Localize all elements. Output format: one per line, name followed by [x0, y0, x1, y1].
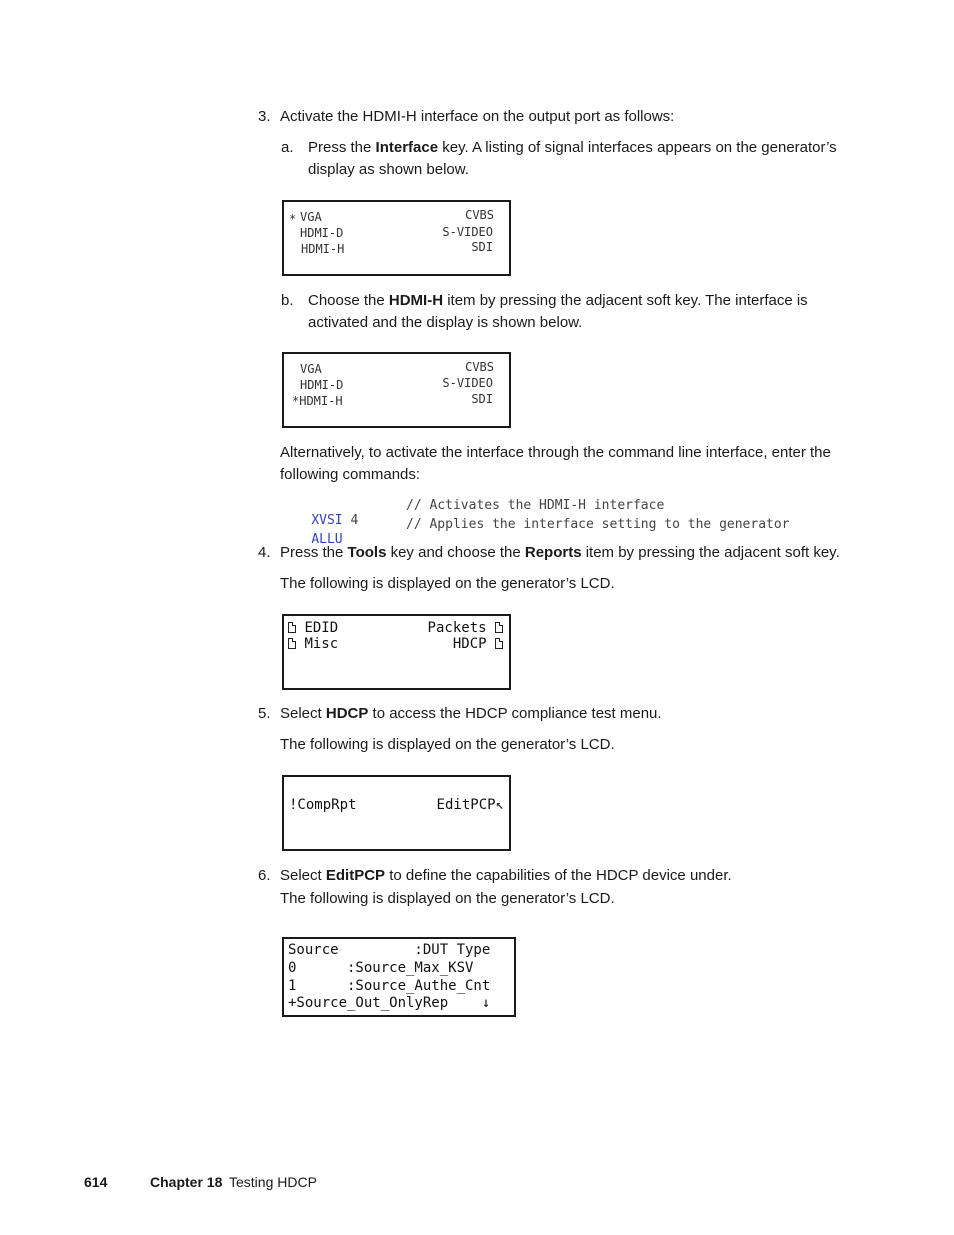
interface-key-label: Interface	[375, 139, 439, 156]
hdmi-h-label: HDMI-H	[388, 292, 444, 309]
text-fragment: following commands:	[280, 466, 421, 483]
hdcp-label: HDCP	[325, 705, 369, 722]
text-fragment: Choose the	[308, 292, 389, 309]
text-fragment: Select	[280, 705, 326, 722]
step-number: 6.	[258, 867, 271, 884]
lcd-item-sdi: SDI	[471, 392, 493, 406]
page-number: 614	[84, 1174, 108, 1190]
step-text: Activate the HDMI-H interface on the output port as follows:	[280, 108, 675, 125]
editpcp-label: EditPCP	[325, 867, 386, 884]
step-4-note: The following is displayed on the generator’s LCD.	[280, 575, 615, 592]
lcd-item-hdmi-d: HDMI-D	[300, 226, 344, 240]
lcd-label: Packets	[427, 620, 487, 636]
command-name: ALLU	[311, 532, 343, 547]
lcd-item-vga: VGA	[300, 362, 322, 376]
step-text	[280, 865, 732, 887]
text-fragment: item by pressing the adjacent soft key. The interface is	[443, 292, 808, 309]
reports-item-label: Reports	[524, 544, 582, 561]
command-comment: // Activates the HDMI-H interface	[406, 498, 665, 513]
lcd-line-2: 0 :Source_Max_KSV	[288, 960, 474, 976]
document-icon	[288, 622, 296, 633]
text-fragment: Press the	[280, 544, 348, 561]
alternative-paragraph	[280, 442, 831, 486]
lcd-item-s-video: S-VIDEO	[442, 225, 493, 239]
text-fragment: Alternatively, to activate the interface through the command line interface, enter the	[280, 444, 831, 461]
text-fragment: Press the	[308, 139, 376, 156]
step-5-note: The following is displayed on the generator’s LCD.	[280, 736, 615, 753]
lcd-editpcp-menu	[282, 937, 516, 1017]
command-arg: 4	[342, 513, 359, 528]
substep-text	[308, 290, 808, 334]
lcd-line-4: +Source_Out_OnlyRep ↓	[288, 995, 491, 1011]
substep-letter: b.	[281, 292, 294, 309]
lcd-item-comprpt: !CompRpt	[289, 797, 357, 813]
selection-marker: *	[289, 212, 297, 226]
lcd-item-s-video: S-VIDEO	[442, 376, 493, 390]
lcd-item-hdmi-h: *HDMI-H	[292, 394, 343, 408]
lcd-item-sdi: SDI	[471, 240, 493, 254]
lcd-item-cvbs: CVBS	[465, 360, 494, 374]
lcd-label: Misc	[304, 636, 339, 652]
text-fragment: key. A listing of signal interfaces appears on the generator’s	[438, 139, 837, 156]
lcd-item-hdmi-d: HDMI-D	[300, 378, 344, 392]
lcd-item-cvbs: CVBS	[465, 208, 494, 222]
command-comment: // Applies the interface setting to the generator	[406, 517, 790, 532]
lcd-interface-activated	[282, 352, 511, 428]
lcd-label: HDCP	[452, 636, 487, 652]
text-fragment: display as shown below.	[308, 161, 469, 178]
text-fragment: Select	[280, 867, 326, 884]
lcd-label: EditPCP	[436, 797, 496, 813]
text-fragment: to access the HDCP compliance test menu.	[368, 705, 662, 722]
tools-key-label: Tools	[347, 544, 387, 561]
step-number: 4.	[258, 544, 271, 561]
document-icon	[495, 622, 503, 633]
lcd-label: EDID	[304, 620, 339, 636]
text-fragment: key and choose the	[386, 544, 525, 561]
lcd-item-packets	[428, 620, 503, 636]
lcd-item-editpcp	[437, 797, 504, 813]
lcd-hdcp-menu	[282, 775, 511, 851]
document-icon	[495, 638, 503, 649]
lcd-item-vga: VGA	[300, 210, 322, 224]
chapter-title: Testing HDCP	[229, 1174, 317, 1190]
step-number: 3.	[258, 108, 271, 125]
lcd-line-1: Source :DUT Type	[288, 942, 491, 958]
substep-letter: a.	[281, 139, 294, 156]
lcd-item-hdcp	[453, 636, 503, 652]
step-text	[280, 703, 662, 725]
step-text	[280, 542, 840, 564]
step-6-note: The following is displayed on the generator’s LCD.	[280, 890, 615, 907]
text-fragment: activated and the display is shown below.	[308, 314, 583, 331]
lcd-reports-menu	[282, 614, 511, 690]
substep-text	[308, 137, 837, 181]
step-number: 5.	[258, 705, 271, 722]
document-icon	[288, 638, 296, 649]
cursor-arrow-icon: ↖	[495, 797, 504, 813]
text-fragment: to define the capabilities of the HDCP device under.	[385, 867, 732, 884]
lcd-line-3: 1 :Source_Authe_Cnt	[288, 978, 491, 994]
lcd-interface-list	[282, 200, 511, 276]
lcd-item-edid	[288, 620, 338, 636]
lcd-item-hdmi-h: HDMI-H	[301, 242, 345, 256]
lcd-item-misc	[288, 636, 338, 652]
command-name: XVSI	[311, 513, 343, 528]
chapter-label: Chapter 18	[150, 1174, 223, 1190]
text-fragment: item by pressing the adjacent soft key.	[581, 544, 840, 561]
